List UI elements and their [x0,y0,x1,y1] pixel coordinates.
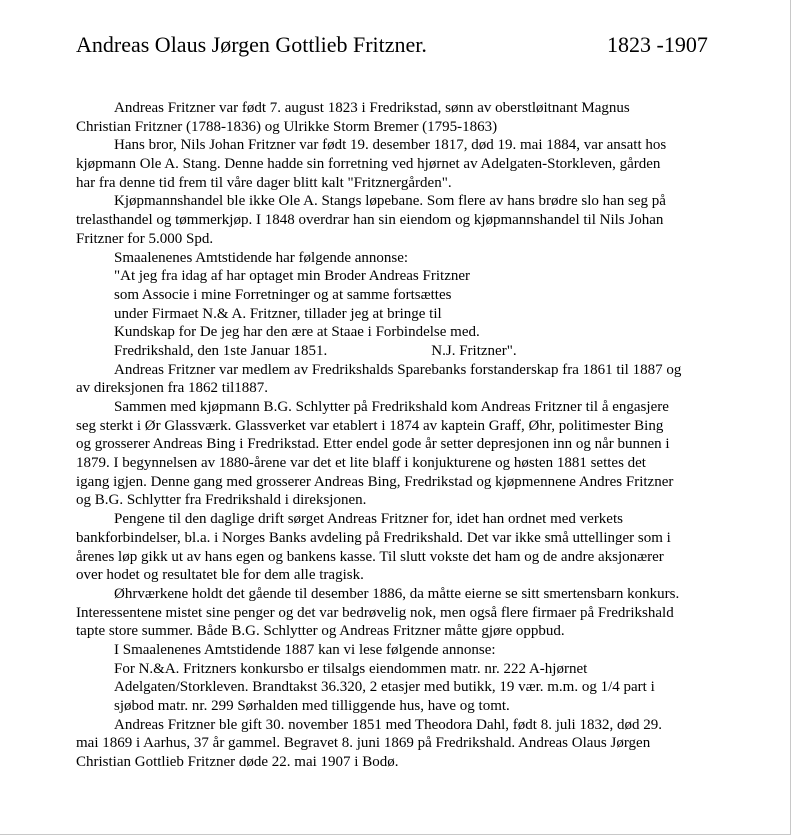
text-line: og grosserer Andreas Bing i Fredrikstad. Etter endel gode år setter depresjonen inn og når bunnen i [76,436,670,453]
text-line: Kjøpmannshandel ble ikke Ole A. Stangs løpebane. Som flere av hans brødre slo han seg på [114,193,666,210]
document-body [76,99,721,772]
text-line: seg sterkt i Ør Glassværk. Glassverket var etablert i 1874 av kaptein Graff, Øhr, politimester Bing [76,417,664,434]
text-line: mai 1869 i Aarhus, 37 år gammel. Begravet 8. juni 1869 på Fredrikshald. Andreas Olaus Jørgen [76,735,651,752]
text-line: Smaalenenes Amtstidende har følgende annonse: [114,249,409,266]
text-line: Interessentene mistet sine penger og det var bedrøvelig nok, men også flere firmaer på Fredrikshald [76,604,674,621]
quote-signature-line [76,342,721,361]
text-line: årenes løp gikk ut av hans egen og bankens kasse. Til slutt vokste det ham og de andre aksjonærer [76,548,664,565]
text-line: Christian Fritzner (1788-1836) og Ulrikke Storm Bremer (1795-1863) [76,118,498,135]
text-line: Fritzner for 5.000 Spd. [76,230,214,247]
text-line: 1879. I begynnelsen av 1880-årene var det et lite blaff i konjukturene og høsten 1881 settes det [76,455,646,472]
quote-date: Fredrikshald, den 1ste Januar 1851. [114,342,328,359]
document-header [76,30,716,60]
text-line: kjøpmann Ole A. Stang. Denne hadde sin forretning ved hjørnet av Adelgaten-Storkleven, gården [76,156,661,173]
ad-line: For N.&A. Fritzners konkursbo er tilsalgs eiendommen matr. nr. 222 A-hjørnet [114,660,588,677]
text-line: tapte store summer. Både B.G. Schlytter og Andreas Fritzner måtte gjøre oppbud. [76,623,565,640]
text-line: igang igjen. Denne gang med grosserer Andreas Bing, Fredrikstad og kjøpmennene Andres Fritzner [76,473,674,490]
text-line: Andreas Fritzner var medlem av Fredrikshalds Sparebanks forstanderskap fra 1861 til 1887 og [114,361,682,378]
text-line: Pengene til den daglige drift sørget Andreas Fritzner for, idet han ordnet med verkets [114,511,623,528]
text-line: Andreas Fritzner var født 7. august 1823 i Fredrikstad, sønn av oberstløitnant Magnus [114,100,630,116]
text-line: av direksjonen fra 1862 til1887. [76,380,269,397]
quote-line: under Firmaet N.& A. Fritzner, tillader jeg at bringe til [114,305,442,322]
quote-line: "At jeg fra idag af har optaget min Broder Andreas Fritzner [114,268,471,285]
text-line: Sammen med kjøpmann B.G. Schlytter på Fredrikshald kom Andreas Fritzner til å engasjere [114,399,669,415]
ad-line: Adelgaten/Storkleven. Brandtakst 36.320, 2 etasjer med butikk, 19 vær. m.m. og 1/4 part i [114,679,655,696]
text-line: over hodet og resultatet ble for dem alle tragisk. [76,567,364,584]
text-line: I Smaalenenes Amtstidende 1887 kan vi lese følgende annonse: [114,641,496,658]
quote-line: som Associe i mine Forretninger og at samme fortsættes [114,286,452,303]
document-title: Andreas Olaus Jørgen Gottlieb Fritzner. [76,32,427,57]
text-line: Hans bror, Nils Johan Fritzner var født 19. desember 1817, død 19. mai 1884, var ansatt hos [114,137,667,154]
ad-line: sjøbod matr. nr. 299 Sørhalden med tilliggende hus, have og tomt. [114,698,510,714]
text-line: Christian Gottlieb Fritzner døde 22. mai 1907 i Bodø. [76,754,399,771]
text-line: Andreas Fritzner ble gift 30. november 1851 med Theodora Dahl, født 8. juli 1832, død 29. [114,716,662,733]
text-line: trelasthandel og tømmerkjøp. I 1848 overdrar han sin eiendom og kjøpmannshandel til Nils Johan [76,212,664,229]
text-line: har fra denne tid frem til våre dager blitt kalt "Fritznergården". [76,174,452,191]
quote-signature: N.J. Fritzner". [431,342,517,359]
text-line: bankforbindelser, bl.a. i Norges Banks avdeling på Fredrikshald. Det var ikke små uttellinger som i [76,529,671,546]
text-line: Øhrværkene holdt det gående til desember 1886, da måtte eierne se sitt smertensbarn konkurs. [114,585,680,602]
life-years: 1823 -1907 [607,32,708,57]
quote-line: Kundskap for De jeg har den ære at Staae i Forbindelse med. [114,324,480,341]
text-line: og B.G. Schlytter fra Fredrikshald i direksjonen. [76,492,367,509]
